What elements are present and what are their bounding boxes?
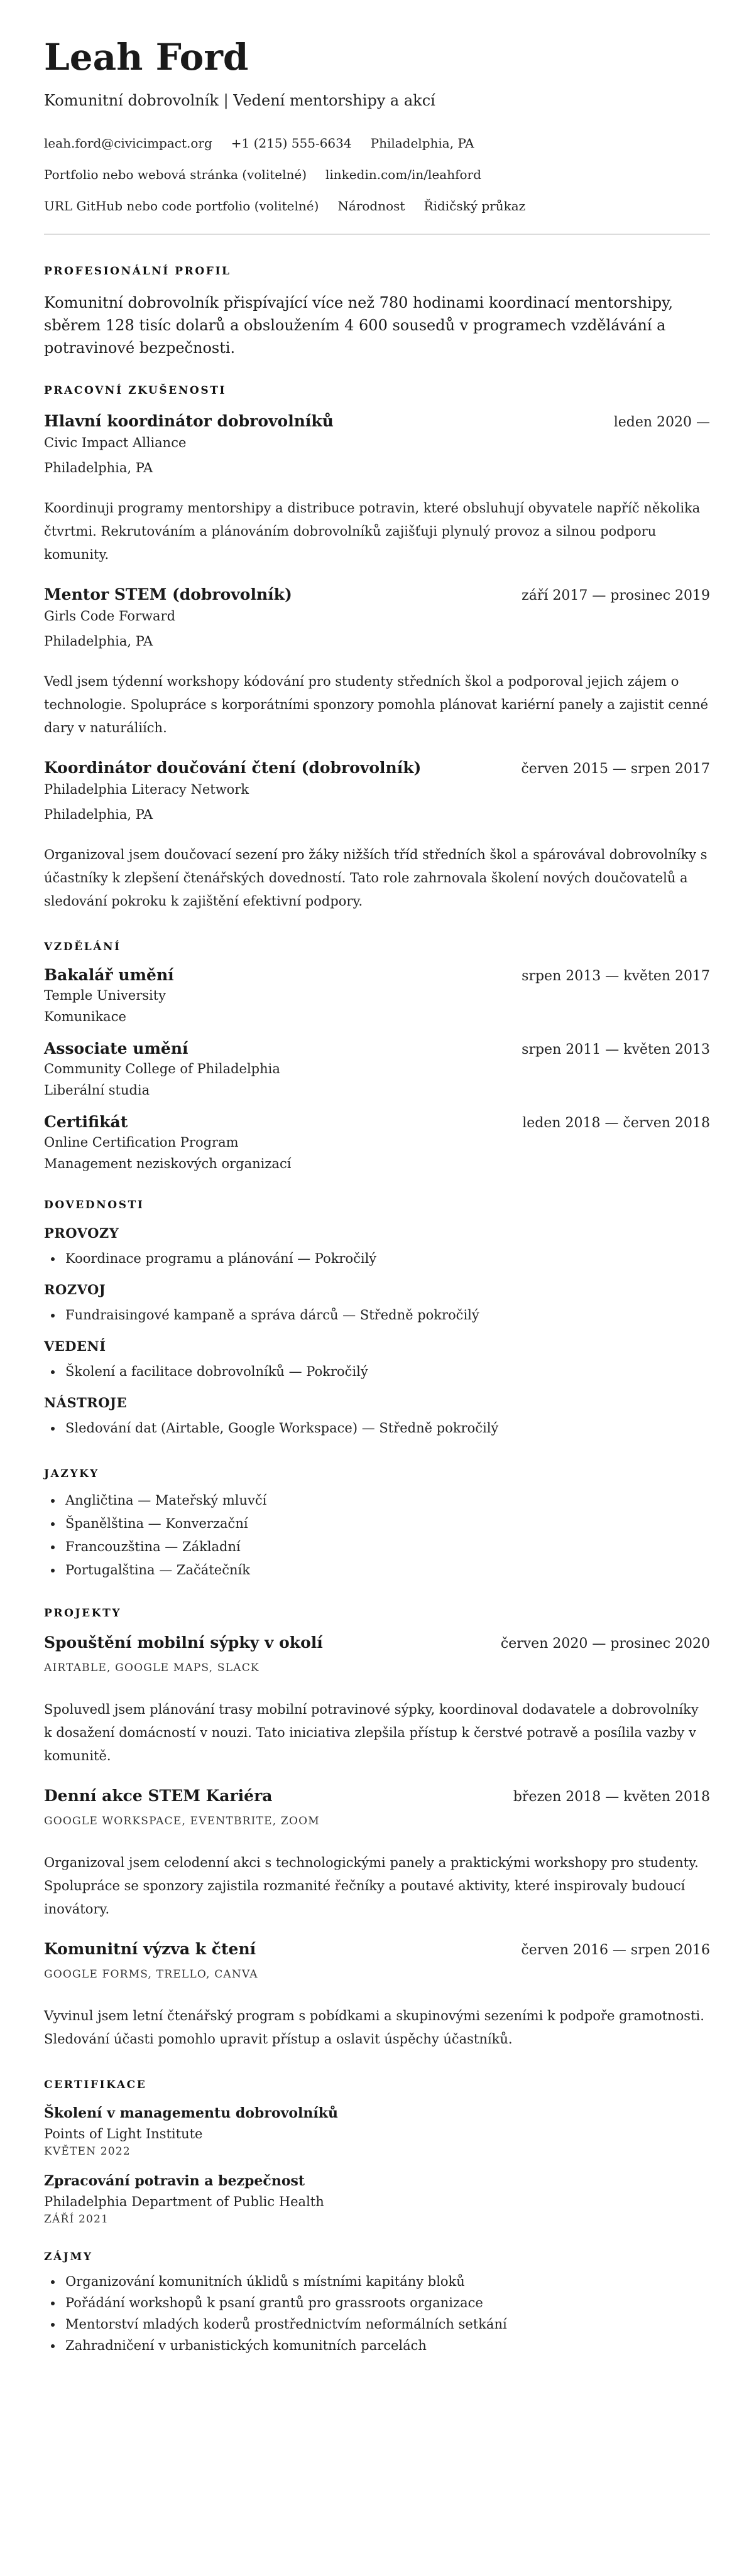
language-item: • Španělština — Konverzační bbox=[63, 1512, 710, 1535]
project-tech: GOOGLE WORKSPACE, EVENTBRITE, ZOOM bbox=[44, 1814, 320, 1827]
skill-item: • Fundraisingové kampaně a správa dárců — Středně pokročilý bbox=[63, 1304, 710, 1327]
project-description: Spoluvedl jsem plánování trasy mobilní potravinové sýpky, koordinoval dodavatele a dobrovolníky k dosažení domácností v nouzi. Tato iniciativa zlepšila přístup k čerstvé potravě a posílila vazby v komunitě. bbox=[44, 1701, 699, 1763]
skill-item: • Sledování dat (Airtable, Google Workspace) — Středně pokročilý bbox=[63, 1417, 710, 1440]
certification-date: KVĚTEN 2022 bbox=[44, 2145, 131, 2158]
degree-dates: leden 2018 — červen 2018 bbox=[522, 1115, 710, 1131]
certification-entry bbox=[44, 2173, 710, 2226]
degree-title: Associate umění bbox=[44, 1039, 188, 1058]
language-item: • Portugalština — Začátečník bbox=[63, 1559, 710, 1582]
project-dates: červen 2020 — prosinec 2020 bbox=[500, 1635, 710, 1652]
linkedin-link[interactable]: linkedin.com/in/leahford bbox=[325, 166, 481, 182]
summary-section bbox=[44, 265, 710, 359]
school-name: Online Certification Program bbox=[44, 1134, 239, 1150]
job-location: Philadelphia, PA bbox=[44, 633, 153, 649]
job-location: Philadelphia, PA bbox=[44, 806, 153, 822]
school-name: Community College of Philadelphia bbox=[44, 1061, 280, 1076]
skill-category bbox=[44, 1338, 710, 1383]
certifications-heading: CERTIFIKACE bbox=[44, 2078, 147, 2091]
project-name: Denní akce STEM Kariéra bbox=[44, 1786, 273, 1805]
interests-section bbox=[44, 2251, 710, 2356]
project-name: Komunitní výzva k čtení bbox=[44, 1939, 256, 1958]
candidate-tagline: Komunitní dobrovolník | Vedení mentorshipy a akcí bbox=[44, 91, 435, 109]
certification-entry bbox=[44, 2105, 710, 2158]
skill-category bbox=[44, 1395, 710, 1440]
education-entry bbox=[44, 1039, 710, 1098]
interest-item: • Pořádání workshopů k psaní grantů pro grassroots organizace bbox=[63, 2292, 710, 2314]
summary-text: Komunitní dobrovolník přispívající více než 780 hodinami koordinací mentorshipy, sběrem 128 tisíc dolarů a obsloužením 4 600 sousedů v programech vzdělávání a potravinové bezpečnosti. bbox=[44, 293, 674, 357]
experience-entry bbox=[44, 585, 710, 740]
experience-heading: PRACOVNÍ ZKUŠENOSTI bbox=[44, 384, 227, 397]
job-organization: Girls Code Forward bbox=[44, 608, 176, 624]
education-section bbox=[44, 941, 710, 1171]
experience-entry bbox=[44, 412, 710, 566]
certification-name: Zpracování potravin a bezpečnost bbox=[44, 2172, 305, 2189]
license-text: Řidičský průkaz bbox=[423, 198, 526, 214]
project-dates: březen 2018 — květen 2018 bbox=[513, 1789, 710, 1805]
field-of-study: Liberální studia bbox=[44, 1082, 150, 1098]
job-organization: Philadelphia Literacy Network bbox=[44, 781, 249, 797]
contact-row-primary bbox=[44, 136, 710, 151]
language-item: • Francouzština — Základní bbox=[63, 1535, 710, 1559]
header-divider bbox=[44, 234, 710, 235]
school-name: Temple University bbox=[44, 987, 167, 1003]
education-entry bbox=[44, 966, 710, 1024]
projects-section bbox=[44, 1607, 710, 2051]
phone-number: +1 (215) 555-6634 bbox=[231, 135, 352, 151]
skill-category-name: ROZVOJ bbox=[44, 1281, 106, 1297]
skill-category-name: NÁSTROJE bbox=[44, 1394, 127, 1410]
location-text: Philadelphia, PA bbox=[370, 135, 474, 151]
job-title: Koordinátor doučování čtení (dobrovolník) bbox=[44, 758, 422, 777]
project-entry bbox=[44, 1787, 710, 1921]
languages-heading: JAZYKY bbox=[44, 1467, 99, 1480]
job-organization: Civic Impact Alliance bbox=[44, 435, 187, 450]
certification-date: ZÁŘÍ 2021 bbox=[44, 2212, 109, 2226]
portfolio-link[interactable]: Portfolio nebo webová stránka (volitelné) bbox=[44, 166, 307, 182]
field-of-study: Komunikace bbox=[44, 1009, 126, 1024]
job-location: Philadelphia, PA bbox=[44, 460, 153, 475]
certification-issuer: Philadelphia Department of Public Health bbox=[44, 2194, 324, 2209]
language-item: • Angličtina — Mateřský mluvčí bbox=[63, 1489, 710, 1512]
education-entry bbox=[44, 1113, 710, 1171]
project-name: Spouštění mobilní sýpky v okolí bbox=[44, 1633, 323, 1652]
job-dates: září 2017 — prosinec 2019 bbox=[522, 587, 710, 603]
projects-heading: PROJEKTY bbox=[44, 1606, 122, 1620]
project-description: Organizoval jsem celodenní akci s technologickými panely a praktickými workshopy pro studenty. Spolupráce se sponzory zajistila rozmanité řečníky a poutavé aktivity, které inspirovaly budoucí inovátory. bbox=[44, 1854, 699, 1917]
candidate-name: Leah Ford bbox=[44, 36, 249, 78]
interest-item: • Organizování komunitních úklidů s místními kapitány bloků bbox=[63, 2271, 710, 2292]
job-description: Organizoval jsem doučovací sezení pro žáky nižších tříd středních škol a spárovával dobrovolníky s účastníky k zlepšení čtenářských dovedností. Tato role zahrnovala školení nových doučovatelů a sledování pokroku k zajištění efektivní podpory. bbox=[44, 847, 708, 909]
skill-item: • Školení a facilitace dobrovolníků — Pokročilý bbox=[63, 1360, 710, 1383]
skill-item: • Koordinace programu a plánování — Pokročilý bbox=[63, 1247, 710, 1270]
degree-title: Bakalář umění bbox=[44, 965, 174, 984]
job-description: Koordinuji programy mentorshipy a distribuce potravin, které obsluhují obyvatele napříč několika čtvrtmi. Rekrutováním a plánováním dobrovolníků zajišťuji plynulý provoz a silnou podporu komunity. bbox=[44, 500, 701, 562]
interest-item: • Mentorství mladých koderů prostřednictvím neformálních setkání bbox=[63, 2314, 710, 2335]
degree-dates: srpen 2013 — květen 2017 bbox=[522, 968, 710, 984]
skills-heading: DOVEDNOSTI bbox=[44, 1198, 145, 1211]
contact-row-extra bbox=[44, 198, 710, 214]
degree-title: Certifikát bbox=[44, 1112, 128, 1131]
skill-category-name: PROVOZY bbox=[44, 1225, 119, 1241]
education-heading: VZDĚLÁNÍ bbox=[44, 940, 121, 953]
skill-category-name: VEDENÍ bbox=[44, 1338, 106, 1354]
interests-heading: ZÁJMY bbox=[44, 2250, 93, 2263]
job-title: Mentor STEM (dobrovolník) bbox=[44, 585, 292, 603]
github-link[interactable]: URL GitHub nebo code portfolio (volitelné) bbox=[44, 198, 319, 214]
certifications-section bbox=[44, 2079, 710, 2226]
experience-entry bbox=[44, 759, 710, 913]
project-description: Vyvinul jsem letní čtenářský program s pobídkami a skupinovými sezeními k podpoře gramotnosti. Sledování účasti pomohlo upravit přístup a oslavit úspěchy účastníků. bbox=[44, 2008, 704, 2047]
contact-row-links bbox=[44, 167, 710, 182]
skill-category bbox=[44, 1225, 710, 1270]
skill-category bbox=[44, 1282, 710, 1327]
field-of-study: Management neziskových organizací bbox=[44, 1155, 292, 1171]
project-entry bbox=[44, 1940, 710, 2051]
interest-item: • Zahradničení v urbanistických komunitních parcelách bbox=[63, 2335, 710, 2356]
project-tech: GOOGLE FORMS, TRELLO, CANVA bbox=[44, 1967, 258, 1981]
project-entry bbox=[44, 1633, 710, 1768]
nationality-text: Národnost bbox=[337, 198, 405, 214]
job-description: Vedl jsem týdenní workshopy kódování pro studenty středních škol a podporoval jejich zájem o technologie. Spolupráce s korporátními sponzory pomohla plánovat kariérní panely a zajistit cenné dary v naturáliích. bbox=[44, 673, 709, 735]
certification-name: Školení v managementu dobrovolníků bbox=[44, 2104, 338, 2121]
project-dates: červen 2016 — srpen 2016 bbox=[521, 1942, 710, 1958]
job-dates: červen 2015 — srpen 2017 bbox=[521, 760, 710, 777]
job-dates: leden 2020 — bbox=[613, 414, 710, 430]
languages-section bbox=[44, 1468, 710, 1582]
skills-section bbox=[44, 1199, 710, 1440]
project-tech: AIRTABLE, GOOGLE MAPS, SLACK bbox=[44, 1661, 260, 1674]
job-title: Hlavní koordinátor dobrovolníků bbox=[44, 411, 334, 430]
certification-issuer: Points of Light Institute bbox=[44, 2126, 203, 2141]
experience-section bbox=[44, 384, 710, 913]
email-link[interactable]: leah.ford@civicimpact.org bbox=[44, 135, 212, 151]
degree-dates: srpen 2011 — květen 2013 bbox=[522, 1041, 710, 1058]
summary-heading: PROFESIONÁLNÍ PROFIL bbox=[44, 264, 231, 278]
